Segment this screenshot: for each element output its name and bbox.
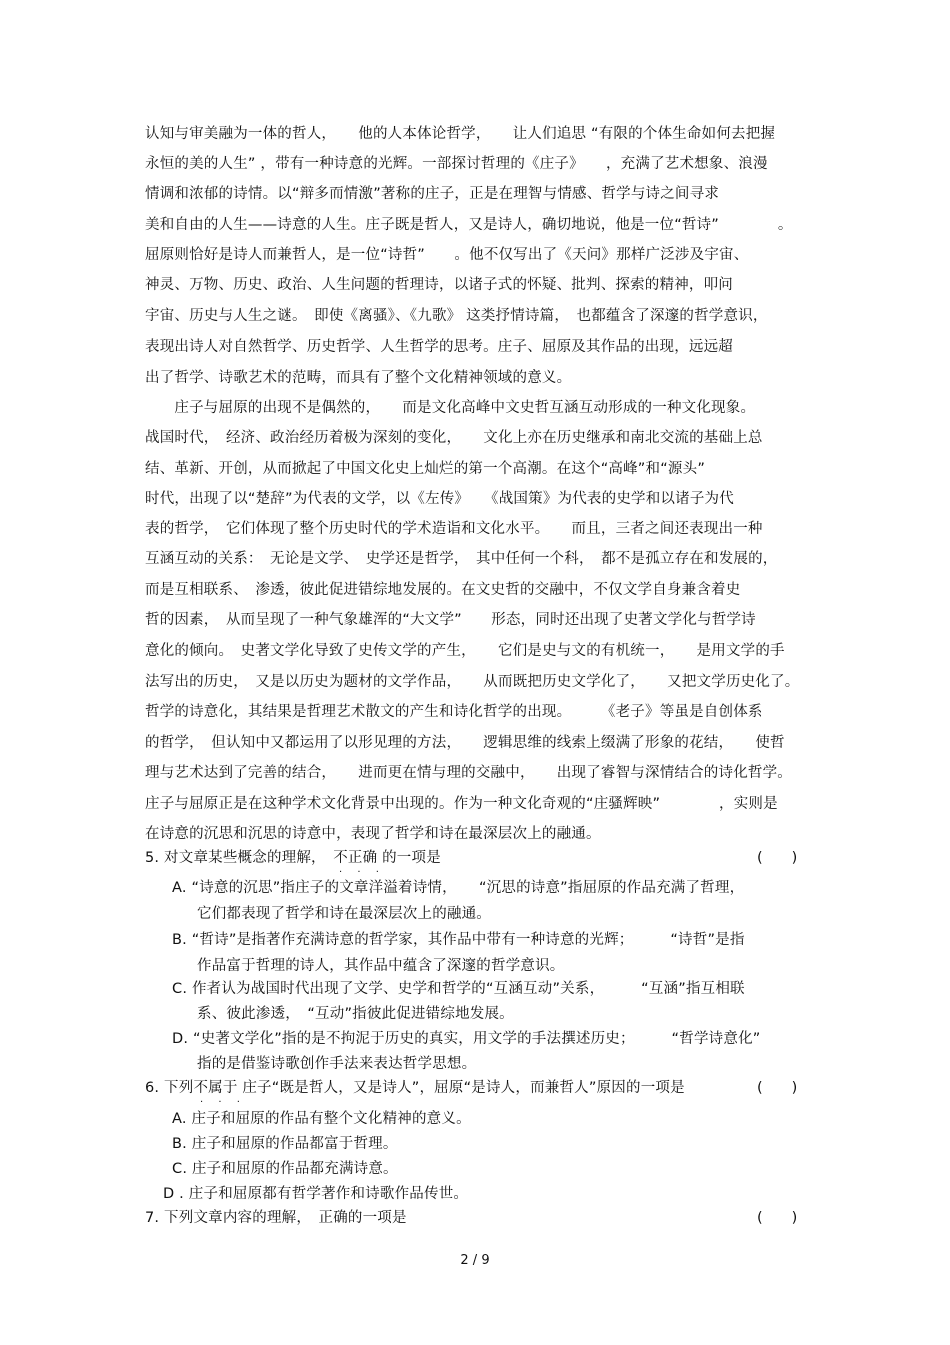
emphasis-dots: · · · — [339, 867, 385, 878]
passage-line: 表的哲学， 它们体现了整个历史时代的学术造诣和文化水平。 而且，三者之间还表现出一种 — [145, 521, 763, 537]
passage-line: 庄子与屈原的出现不是偶然的， 而是文化高峰中文史哲互涵互动形成的一种文化现象。 — [145, 400, 756, 416]
passage-line: 法写出的历史， 又是以历史为题材的文学作品， 从而既把历史文学化了， 又把文学历史化了。 — [145, 674, 800, 690]
passage-line: 的哲学， 但认知中又都运用了以形见理的方法， 逻辑思维的线索上缀满了形象的花结， 使哲 — [145, 735, 785, 751]
option-c: C. 庄子和屈原的作品都充满诗意。 — [172, 1161, 398, 1177]
passage-line: 宇宙、历史与人生之谜。 即使《离骚》、《九歌》 这类抒情诗篇， 也都蕴含了深邃的哲学意识， — [145, 308, 768, 324]
option-a-continued: 它们都表现了哲学和诗在最深层次上的融通。 — [197, 906, 491, 922]
passage-line: 理与艺术达到了完善的结合， 进而更在情与理的交融中， 出现了睿智与深情结合的诗化哲学。 — [145, 765, 792, 781]
passage-line: 而是互相联系、 渗透，彼此促进错综地发展的。在文史哲的交融中，不仅文学自身兼含着史 — [145, 582, 741, 598]
question-stem: 5. 对文章某些概念的理解， 不正确 的一项是 — [145, 850, 441, 866]
emphasis-dots: · · · — [200, 1097, 246, 1108]
option-c: C. 作者认为战国时代出现了文学、史学和哲学的“互涵互动”关系， “互涵”指互相联 — [172, 981, 745, 997]
passage-line: 意化的倾向。 史著文学化导致了史传文学的产生， 它们是史与文的有机统一， 是用文学的手 — [145, 643, 785, 659]
answer-bracket: ( ) — [757, 1210, 798, 1226]
passage-line: 在诗意的沉思和沉思的诗意中，表现了哲学和诗在最深层次上的融通。 — [145, 826, 601, 842]
answer-bracket: ( ) — [757, 1080, 798, 1096]
option-a: A. “诗意的沉思”指庄子的文章洋溢着诗情， “沉思的诗意”指屈原的作品充满了哲理， — [172, 880, 745, 896]
question-stem: 7. 下列文章内容的理解， 正确的一项是 — [145, 1210, 407, 1226]
passage-line: 哲的因素， 从而呈现了一种气象雄浑的“大文学” 形态，同时还出现了史著文学化与哲学诗 — [145, 612, 756, 628]
passage-line: 美和自由的人生——诗意的人生。庄子既是哲人，又是诗人，确切地说，他是一位“哲诗” 。 — [145, 217, 793, 233]
passage-line: 神灵、万物、历史、政治、人生问题的哲理诗，以诸子式的怀疑、批判、探索的精神，叩问 — [145, 277, 733, 293]
passage-line: 永恒的美的人生” ，带有一种诗意的光辉。一部探讨哲理的《庄子》 ，充满了艺术想象、浪漫 — [145, 156, 768, 172]
option-d: D . 庄子和屈原都有哲学著作和诗歌作品传世。 — [163, 1186, 469, 1202]
passage-line: 屈原则恰好是诗人而兼哲人，是一位“诗哲” 。他不仅写出了《天问》那样广泛涉及宇宙、 — [145, 247, 749, 263]
passage-line: 出了哲学、诗歌艺术的范畴，而具有了整个文化精神领域的意义。 — [145, 370, 572, 386]
option-b-continued: 作品富于哲理的诗人，其作品中蕴含了深邃的哲学意识。 — [197, 958, 565, 974]
passage-line: 情调和浓郁的诗情。以“辩多而情激”著称的庄子，正是在理智与情感、哲学与诗之间寻求 — [145, 186, 720, 202]
page-number: 2 / 9 — [460, 1253, 490, 1268]
option-b: B. 庄子和屈原的作品都富于哲理。 — [172, 1136, 398, 1152]
answer-bracket: ( ) — [757, 850, 798, 866]
option-b: B. “哲诗”是指著作充满诗意的哲学家，其作品中带有一种诗意的光辉； “诗哲”是指 — [172, 932, 745, 948]
passage-line: 表现出诗人对自然哲学、历史哲学、人生哲学的思考。庄子、屈原及其作品的出现，远远超 — [145, 339, 733, 355]
option-c-continued: 系、彼此渗透， “互动”指彼此促进错综地发展。 — [197, 1006, 514, 1022]
passage-line: 互涵互动的关系： 无论是文学、 史学还是哲学， 其中任何一个科， 都不是孤立存在和发展的， — [145, 551, 778, 567]
option-d-continued: 指的是借鉴诗歌创作手法来表达哲学思想。 — [197, 1056, 477, 1072]
passage-line: 认知与审美融为一体的哲人， 他的人本体论哲学， 让人们追思 “有限的个体生命如何去把握 — [145, 126, 776, 142]
passage-line: 结、革新、开创，从而掀起了中国文化史上灿烂的第一个高潮。在这个“高峰”和“源头” — [145, 461, 706, 477]
passage-line: 战国时代， 经济、政治经历着极为深刻的变化， 文化上亦在历史继承和南北交流的基础上总 — [145, 430, 763, 446]
option-a: A. 庄子和屈原的作品有整个文化精神的意义。 — [172, 1111, 471, 1127]
question-stem: 6. 下列不属于 庄子“既是哲人，又是诗人”，屈原“是诗人，而兼哲人”原因的一项是 — [145, 1080, 685, 1096]
option-d: D. “史著文学化”指的是不拘泥于历史的真实，用文学的手法撰述历史； “哲学诗意化” — [172, 1031, 761, 1047]
passage-line: 哲学的诗意化，其结果是哲理艺术散文的产生和诗化哲学的出现。 《老子》等虽是自创体系 — [145, 704, 763, 720]
passage-line: 庄子与屈原正是在这种学术文化背景中出现的。作为一种文化奇观的“庄骚辉映” ，实则是 — [145, 796, 778, 812]
passage-line: 时代，出现了以“楚辞”为代表的文学，以《左传》 《战国策》为代表的史学和以诸子为代 — [145, 491, 734, 507]
